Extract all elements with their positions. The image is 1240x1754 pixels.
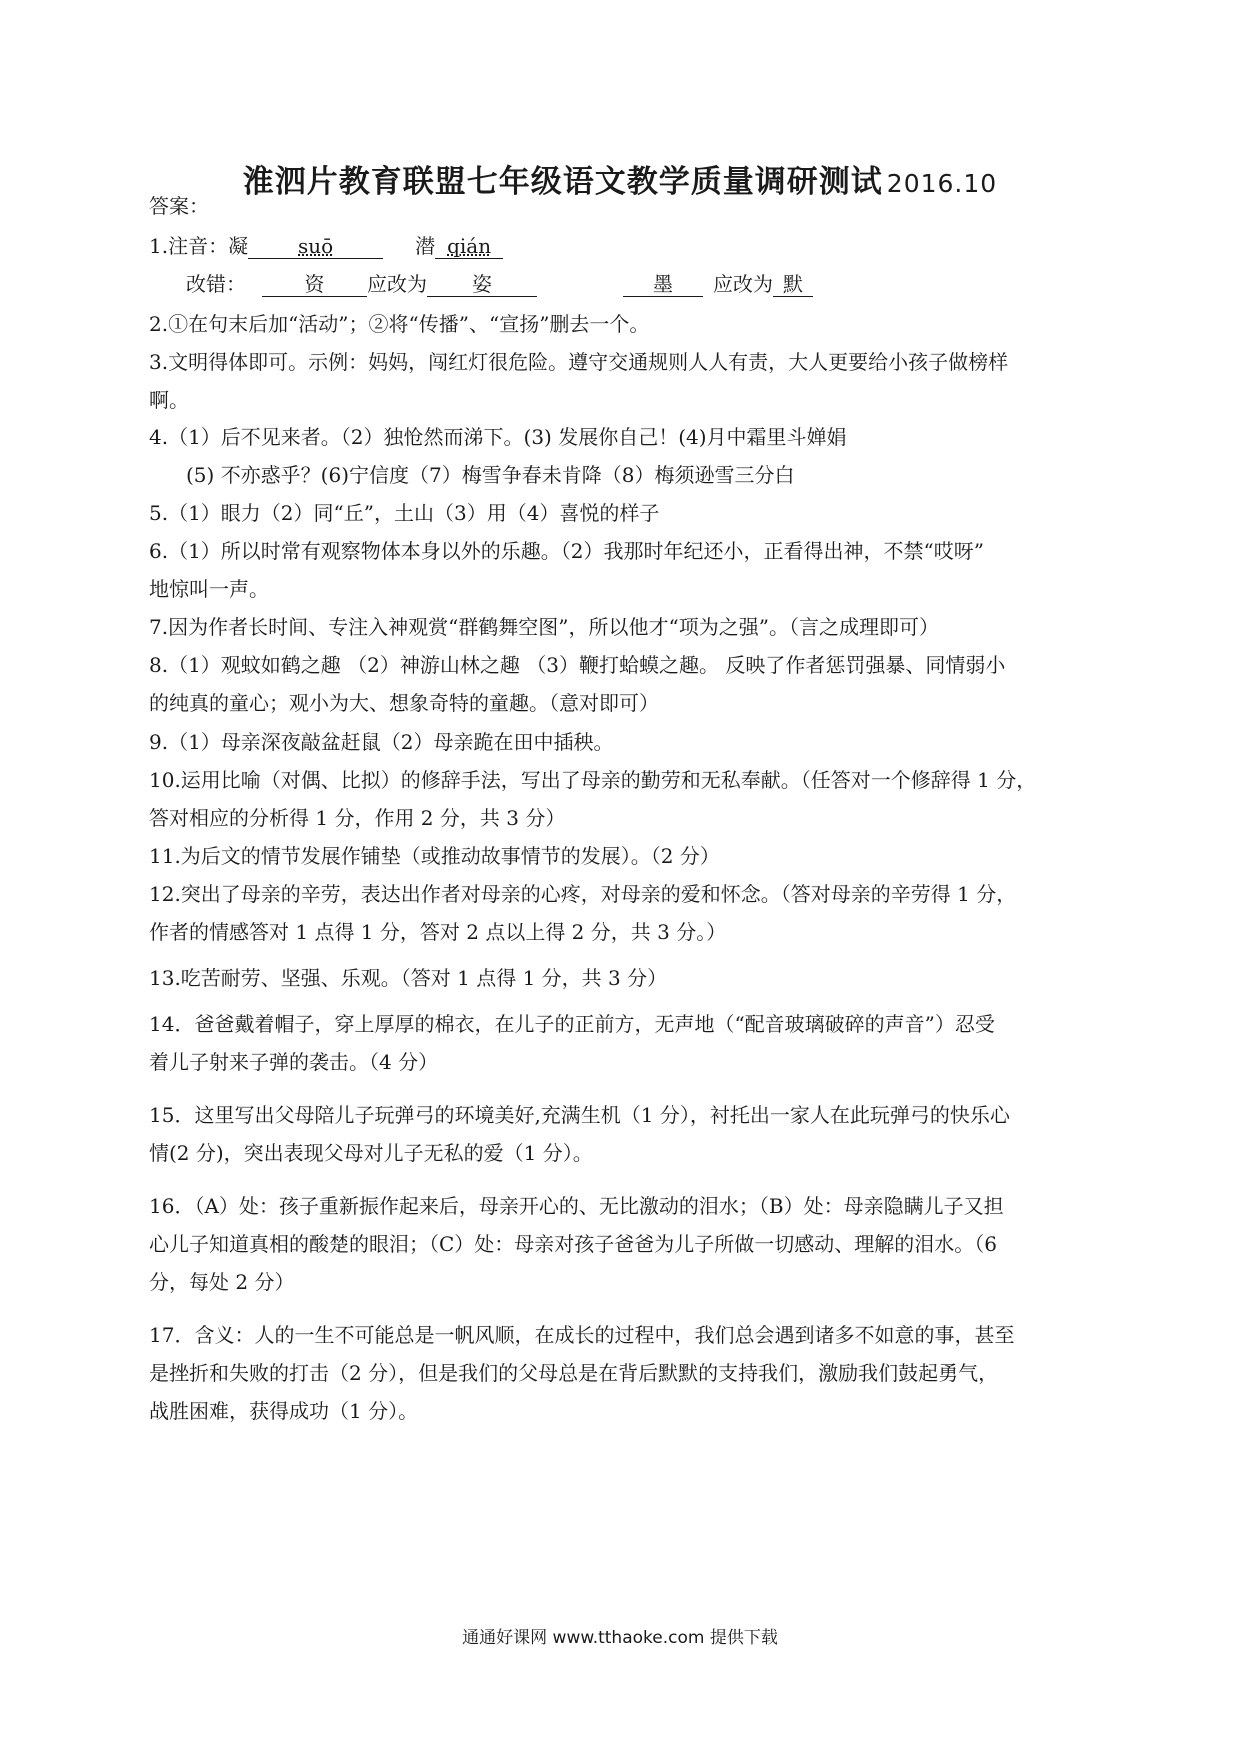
q1-prefix: 1.注音：凝 xyxy=(149,234,249,258)
q1-correction-line xyxy=(186,270,1136,298)
q1-pinyin2-blank xyxy=(435,234,503,259)
answer-line: 8.（1）观蚊如鹤之趣 （2）神游山林之趣 （3）鞭打蛤蟆之趣。 反映了作者惩罚强暴、同情弱小 xyxy=(149,653,1006,677)
q1-right1: 姿 xyxy=(427,272,537,297)
q1-pinyin2: qián xyxy=(447,234,492,258)
answer-line: 17．含义：人的一生不可能总是一帆风顺，在成长的过程中，我们总会遇到诸多不如意的事，甚至 xyxy=(149,1323,1015,1347)
q1-pinyin1-blank xyxy=(248,234,383,259)
answer-label: 答案： xyxy=(149,194,209,218)
answer-line: 9.（1）母亲深夜敲盆赶鼠（2）母亲跪在田中插秧。 xyxy=(149,730,614,754)
title-date: 2016.10 xyxy=(886,169,998,198)
q1-wrong2: 墨 xyxy=(623,272,703,297)
answer-line: 着儿子射来子弹的袭击。（4 分） xyxy=(149,1050,439,1074)
answer-line: 分，每处 2 分） xyxy=(149,1270,295,1294)
answer-line: 15．这里写出父母陪儿子玩弹弓的环境美好,充满生机（1 分），衬托出一家人在此玩弹弓的快乐心 xyxy=(149,1103,1010,1127)
page-footer: 通通好课网 www.tthaoke.com 提供下载 xyxy=(462,1628,778,1648)
answer-line: 12.突出了母亲的辛劳，表达出作者对母亲的心疼，对母亲的爱和怀念。（答对母亲的辛劳得 1 分， xyxy=(149,882,1017,906)
answer-line: 啊。 xyxy=(149,388,189,412)
answer-line: 情(2 分)，突出表现父母对儿子无私的爱（1 分）。 xyxy=(149,1141,593,1165)
answer-line: 2.①在句末后加“活动”；②将“传播”、“宣扬”删去一个。 xyxy=(149,312,650,336)
q1-should2: 应改为 xyxy=(713,272,773,296)
answer-line: (5) 不亦惑乎？(6)宁信度（7）梅雪争春未肯降（8）梅须逊雪三分白 xyxy=(186,463,795,487)
answer-line: 答对相应的分析得 1 分，作用 2 分，共 3 分） xyxy=(149,806,566,830)
answer-line: 5.（1）眼力（2）同“丘”，土山（3）用（4）喜悦的样子 xyxy=(149,501,660,525)
answer-line: 战胜困难，获得成功（1 分）。 xyxy=(149,1399,419,1423)
answer-line: 6.（1）所以时常有观察物体本身以外的乐趣。（2）我那时年纪还小，正看得出神，不禁“哎呀” xyxy=(149,539,984,563)
q1-mid-char: 潜 xyxy=(415,234,436,258)
answer-line: 作者的情感答对 1 点得 1 分，答对 2 点以上得 2 分，共 3 分。） xyxy=(149,920,727,944)
q1-right2: 默 xyxy=(773,272,813,297)
answer-line: 心儿子知道真相的酸楚的眼泪；（C）处：母亲对孩子爸爸为儿子所做一切感动、理解的泪水。（6 xyxy=(149,1232,998,1256)
answer-line: 4.（1）后不见来者。（2）独怆然而涕下。(3) 发展你自己！(4)月中霜里斗婵娟 xyxy=(149,425,847,449)
answer-line: 地惊叫一声。 xyxy=(149,577,269,601)
q1-pinyin1: suō xyxy=(298,234,334,258)
answer-line: 16．（A）处：孩子重新振作起来后，母亲开心的、无比激动的泪水；（B）处：母亲隐瞒儿子又担 xyxy=(149,1194,1004,1218)
answer-line: 10.运用比喻（对偶、比拟）的修辞手法，写出了母亲的勤劳和无私奉献。（任答对一个修辞得 1 分， xyxy=(149,768,1037,792)
answer-line: 11.为后文的情节发展作铺垫（或推动故事情节的发展）。（2 分） xyxy=(149,844,720,868)
answer-line: 是挫折和失败的打击（2 分），但是我们的父母总是在背后默默的支持我们，激励我们鼓起勇气， xyxy=(149,1361,999,1385)
answer-line: 3.文明得体即可。示例：妈妈，闯红灯很危险。遵守交通规则人人有责，大人更要给小孩子做榜样 xyxy=(149,350,1009,374)
q1-fix-label: 改错： xyxy=(186,272,246,296)
q1-wrong1: 资 xyxy=(262,272,367,297)
answer-line: 13.吃苦耐劳、坚强、乐观。（答对 1 点得 1 分，共 3 分） xyxy=(149,966,668,990)
q1-pinyin-line xyxy=(149,232,1099,260)
answer-line: 的纯真的童心；观小为大、想象奇特的童趣。（意对即可） xyxy=(149,691,659,715)
answer-line: 7.因为作者长时间、专注入神观赏“群鹤舞空图”，所以他才“项为之强”。（言之成理即可） xyxy=(149,615,939,639)
title-text: 淮泗片教育联盟七年级语文教学质量调研测试 xyxy=(242,164,883,200)
answer-line: 14．爸爸戴着帽子，穿上厚厚的棉衣，在儿子的正前方，无声地（“配音玻璃破碎的声音”）忍受 xyxy=(149,1012,995,1036)
q1-should1: 应改为 xyxy=(367,272,427,296)
